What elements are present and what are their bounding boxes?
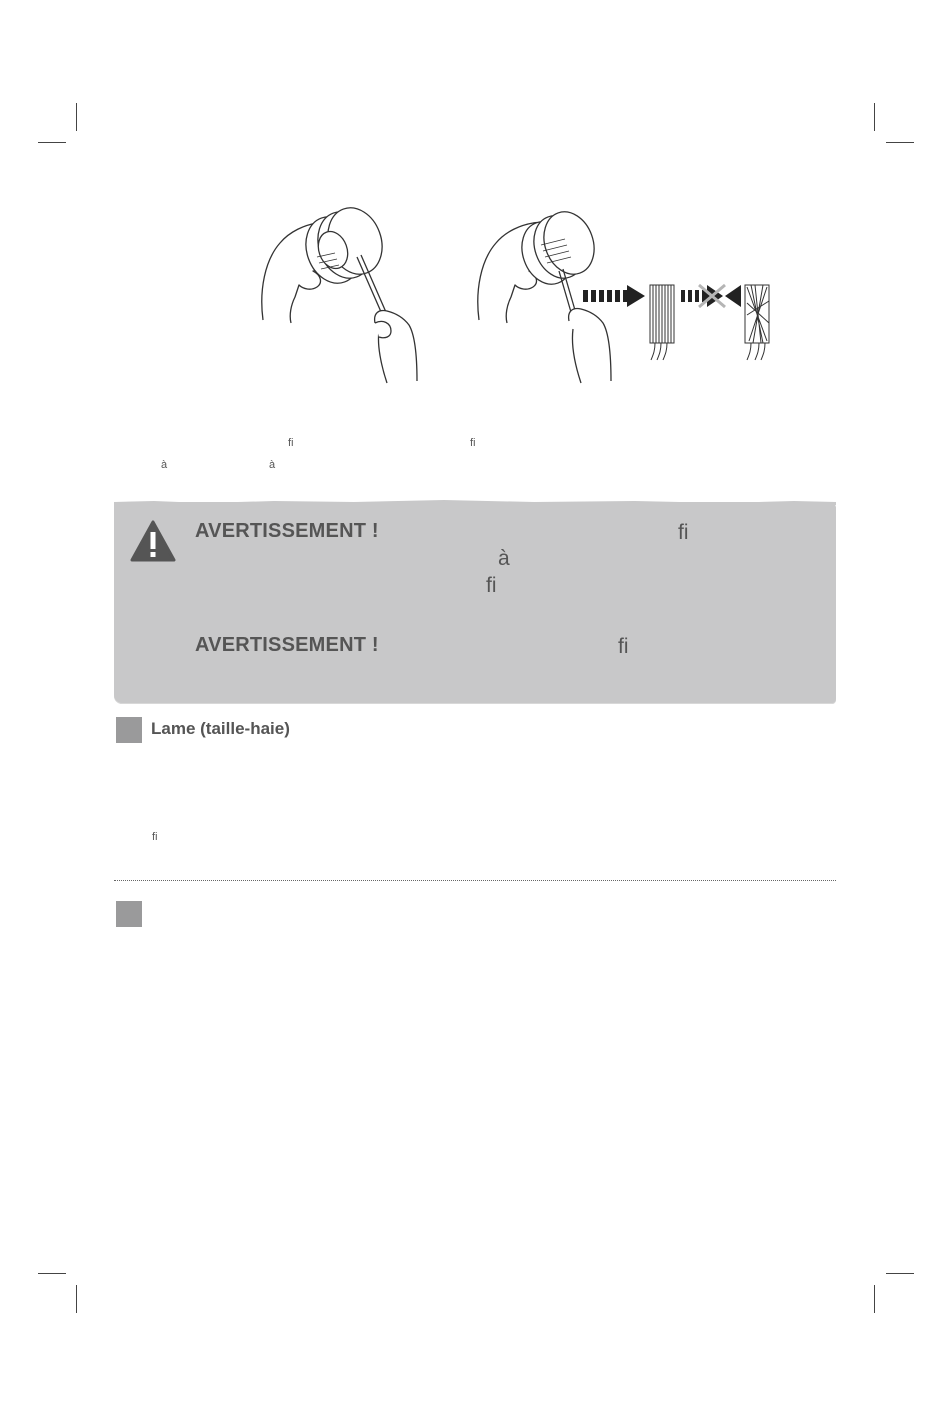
warning-title: AVERTISSEMENT ! — [195, 634, 379, 656]
caption-glyph: à — [269, 459, 276, 471]
warning-glyph: ﬁ — [678, 521, 689, 544]
warning-glyph: ﬁ — [618, 635, 629, 658]
warning-triangle-icon — [130, 520, 176, 562]
dashed-arrow-right-icon — [583, 285, 645, 307]
neat-line-winding-icon — [650, 285, 674, 360]
spool-winding-illustration — [255, 205, 780, 387]
crop-mark-top-left-vertical — [76, 103, 77, 131]
crop-mark-top-right-horizontal — [886, 142, 914, 143]
caption-glyph: ﬁ — [288, 437, 294, 449]
crop-mark-bottom-left-vertical — [76, 1285, 77, 1313]
warning-title: AVERTISSEMENT ! — [195, 520, 379, 542]
warning-glyph: à — [498, 547, 510, 570]
crop-mark-top-right-vertical — [874, 103, 875, 131]
warning-panel — [114, 502, 836, 704]
section-divider — [114, 880, 836, 881]
caption-glyph: ﬁ — [470, 437, 476, 449]
crop-mark-top-left-horizontal — [38, 142, 66, 143]
section-title: Lame (taille-haie) — [151, 719, 290, 738]
crop-mark-bottom-right-horizontal — [886, 1273, 914, 1274]
section-glyph: ﬁ — [152, 831, 158, 843]
warning-glyph: ﬁ — [486, 574, 497, 597]
panel-torn-edge — [114, 499, 836, 505]
section-number-box — [116, 901, 142, 927]
caption-glyph: à — [161, 459, 168, 471]
tangled-line-winding-icon — [745, 285, 769, 360]
crossed-double-arrow-icon — [681, 285, 741, 307]
section-number-box — [116, 717, 142, 743]
crop-mark-bottom-left-horizontal — [38, 1273, 66, 1274]
hand-feeding-line-into-spool-icon — [262, 205, 417, 383]
crop-mark-bottom-right-vertical — [874, 1285, 875, 1313]
